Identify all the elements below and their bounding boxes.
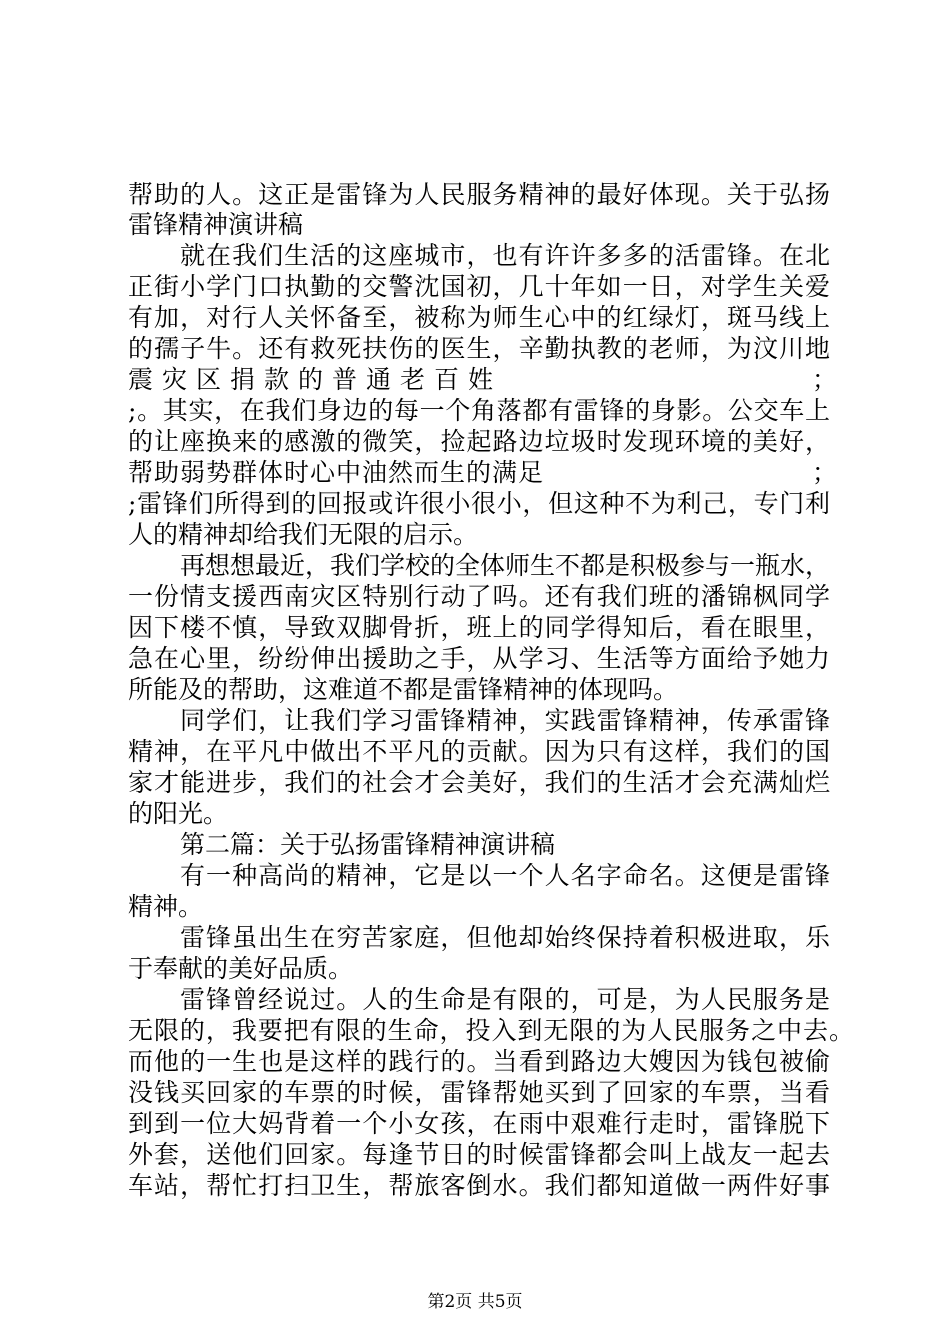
text-line: 人的精神却给我们无限的启示。 [128,520,479,549]
text-line: 帮助的人。这正是雷锋为人民服务精神的最好体现。关于弘扬 [128,180,830,209]
text-line: 的让座换来的感激的微笑，捡起路边垃圾时发现环境的美好， [128,427,830,456]
text-line: 帮助弱势群体时心中油然而生的满足 [128,458,545,487]
text-line: 就在我们生活的这座城市，也有许许多多的活雷锋。在北 [180,241,830,270]
text-line: 震灾区捐款的普通老百姓 [128,365,503,394]
text-line: 再想想最近，我们学校的全体师生不都是积极参与一瓶水， [180,551,831,580]
text-line: 到到一位大妈背着一个小女孩，在雨中艰难行走时，雷锋脱下 [128,1109,830,1138]
text-line: ;。其实，在我们身边的每一个角落都有雷锋的身影。公交车上 [128,396,830,425]
text-line: 雷锋精神演讲稿 [128,210,304,239]
text-line: 一份情支援西南灾区特别行动了吗。还有我们班的潘锦枫同学 [128,582,830,611]
text-line: 所能及的帮助，这难道不都是雷锋精神的体现吗。 [128,675,679,704]
text-line: 于奉献的美好品质。 [128,954,354,983]
section-heading: 第二篇：关于弘扬雷锋精神演讲稿 [180,830,556,859]
text-line: 因下楼不慎，导致双脚骨折，班上的同学得知后，看在眼里， [128,613,830,642]
text-line: 的阳光。 [128,799,229,828]
text-line: 正街小学门口执勤的交警沈国初，几十年如一日，对学生关爱 [128,272,830,301]
text-line: 外套，送他们回家。每逢节日的时候雷锋都会叫上战友一起去 [128,1140,830,1169]
text-line: 没钱买回家的车票的时候，雷锋帮她买到了回家的车票，当看 [128,1078,830,1107]
text-line: 急在心里，纷纷伸出援助之手，从学习、生活等方面给予她力 [128,644,830,673]
page-number-footer: 第2页 共5页 [427,1292,523,1312]
text-line: 无限的，我要把有限的生命，投入到无限的为人民服务之中去。 [128,1016,854,1045]
text-line: ； [812,458,838,487]
text-line: 而他的一生也是这样的践行的。当看到路边大嫂因为钱包被偷 [128,1047,830,1076]
text-line: 车站，帮忙打扫卫生，帮旅客倒水。我们都知道做一两件好事 [128,1171,830,1200]
text-line: 家才能进步，我们的社会才会美好，我们的生活才会充满灿烂 [128,768,830,797]
text-line: 精神。 [128,892,204,921]
text-line: 的孺子牛。还有救死扶伤的医生，辛勤执教的老师，为汶川地 [128,334,830,363]
text-line: ； [812,365,838,394]
text-line: 雷锋虽出生在穷苦家庭，但他却始终保持着积极进取，乐 [180,923,830,952]
text-line: ;雷锋们所得到的回报或许很小很小，但这种不为利己，专门利 [128,489,830,518]
text-line: 精神，在平凡中做出不平凡的贡献。因为只有这样，我们的国 [128,737,830,766]
text-line: 有一种高尚的精神，它是以一个人名字命名。这便是雷锋 [180,861,830,890]
text-line: 有加，对行人关怀备至，被称为师生心中的红绿灯，斑马线上 [128,303,830,332]
text-line: 同学们，让我们学习雷锋精神，实践雷锋精神，传承雷锋 [180,706,830,735]
text-line: 雷锋曾经说过。人的生命是有限的，可是，为人民服务是 [180,985,830,1014]
